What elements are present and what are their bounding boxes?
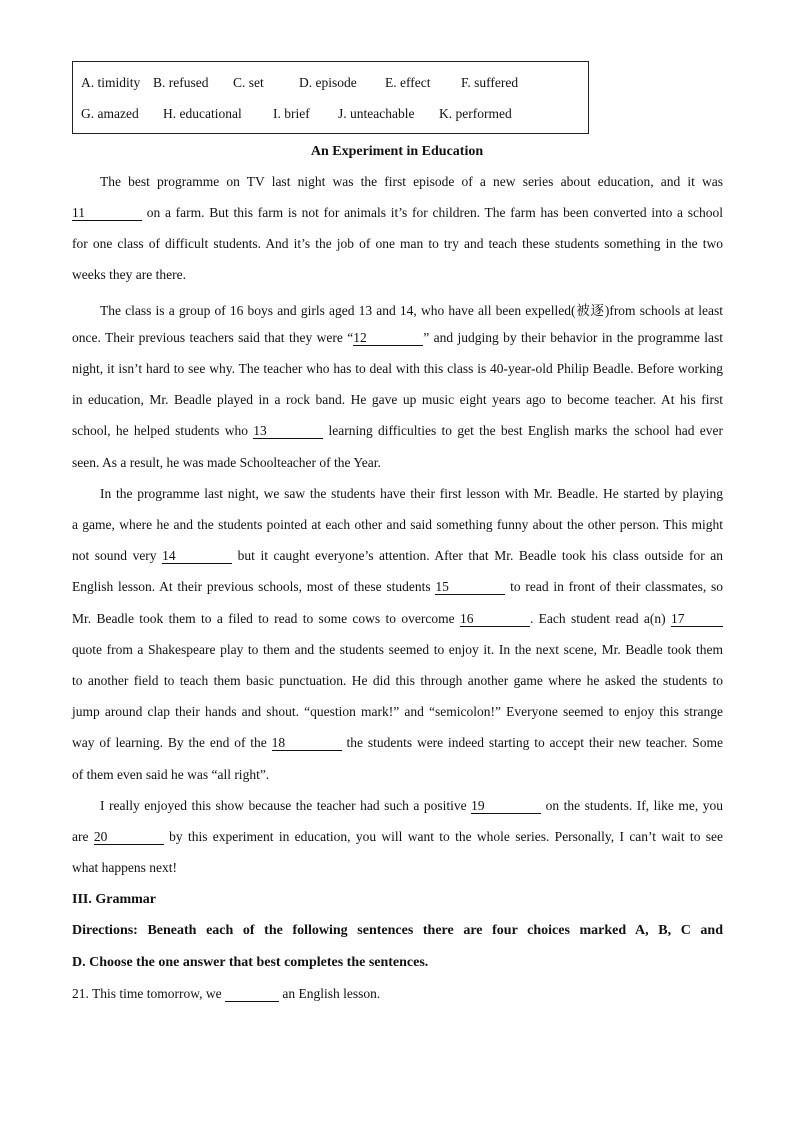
p3-line-10: of them even said he was “all right”. bbox=[72, 767, 270, 782]
p2-line-3: night, it isn’t hard to see why. The teacher who has to deal with this class is 40-year-old Philip Beadle. Before working bbox=[72, 361, 723, 376]
blank-18[interactable]: 18 bbox=[272, 736, 342, 751]
p3-line-7: to another field to teach them basic punctuation. He did this through another game where he asked the students to bbox=[72, 673, 723, 688]
p3-line-2: a game, where he and the students pointed at each other and said something funny about the other person. This might bbox=[72, 517, 723, 532]
p3-line-6: quote from a Shakespeare play to them and the students seemed to enjoy it. In the next scene, Mr. Beadle took them bbox=[72, 642, 723, 657]
p2-line-4: in education, Mr. Beadle played in a rock band. He gave up music eight years ago to become teacher. At his first bbox=[72, 392, 723, 407]
option-g: G. amazed bbox=[81, 106, 139, 121]
option-f: F. suffered bbox=[461, 75, 519, 90]
blank-11[interactable]: 11 bbox=[72, 206, 142, 221]
blank-13[interactable]: 13 bbox=[253, 424, 323, 439]
word-bank-box bbox=[72, 61, 589, 134]
p2-line-6: seen. As a result, he was made Schoolteacher of the Year. bbox=[72, 455, 381, 470]
p4-line-2: are 20 by this experiment in education, you will want to the whole series. Personally, I can’t wait to see bbox=[72, 829, 723, 844]
question-21: 21. This time tomorrow, we an English lesson. bbox=[72, 986, 381, 1001]
grammar-directions-line-1: Directions: Beneath each of the following sentences there are four choices marked A, B, C and bbox=[72, 923, 723, 938]
option-b: B. refused bbox=[153, 75, 209, 90]
option-h: H. educational bbox=[163, 106, 242, 121]
option-j: J. unteachable bbox=[338, 106, 415, 121]
option-e: E. effect bbox=[385, 75, 431, 90]
blank-15[interactable]: 15 bbox=[435, 580, 505, 595]
blank-17[interactable]: 17 bbox=[671, 612, 723, 627]
blank-14[interactable]: 14 bbox=[162, 549, 232, 564]
option-i: I. brief bbox=[273, 106, 310, 121]
p1-line-1: The best programme on TV last night was the first episode of a new series about education, and it was bbox=[100, 174, 723, 189]
p2-line-2: once. Their previous teachers said that they were “12 ” and judging by their behavior in the programme last bbox=[72, 330, 723, 345]
option-k: K. performed bbox=[439, 106, 512, 121]
p3-line-8: jump around clap their hands and shout. “question mark!” and “semicolon!” Everyone seemed to enjoy this strange bbox=[72, 704, 723, 719]
p3-line-3: not sound very 14 but it caught everyone’s attention. After that Mr. Beadle took his class outside for an bbox=[72, 548, 724, 563]
p4-line-1: I really enjoyed this show because the teacher had such a positive 19 on the students. If, like me, you bbox=[100, 798, 724, 813]
p1-line-2: 11 on a farm. But this farm is not for animals it’s for children. The farm has been converted into a school bbox=[72, 205, 724, 220]
p1-line-4: weeks they are there. bbox=[72, 267, 186, 282]
p3-line-4: English lesson. At their previous schools, most of these students 15 to read in front of their classmates, so bbox=[72, 579, 723, 594]
option-a: A. timidity bbox=[81, 75, 141, 90]
p3-line-9: way of learning. By the end of the 18 the students were indeed starting to accept their new teacher. Some bbox=[72, 735, 724, 750]
option-c: C. set bbox=[233, 75, 264, 90]
p3-line-1: In the programme last night, we saw the students have their first lesson with Mr. Beadle. He started by playing bbox=[100, 486, 723, 501]
p2-line-5: school, he helped students who 13 learning difficulties to get the best English marks the school had ever bbox=[72, 423, 724, 438]
passage-title: An Experiment in Education bbox=[310, 144, 484, 159]
grammar-heading: III. Grammar bbox=[72, 892, 156, 907]
blank-21[interactable] bbox=[225, 987, 279, 1002]
blank-20[interactable]: 20 bbox=[94, 830, 164, 845]
blank-19[interactable]: 19 bbox=[471, 799, 541, 814]
p2-line-1: The class is a group of 16 boys and girls aged 13 and 14, who have all been expelled(被逐)from schools at least bbox=[100, 303, 723, 318]
option-d: D. episode bbox=[299, 75, 357, 90]
blank-16[interactable]: 16 bbox=[460, 612, 530, 627]
p3-line-5: Mr. Beadle took them to a filed to read to some cows to overcome 16 . Each student read a(n) 17 bbox=[72, 611, 723, 627]
grammar-directions-line-2: D. Choose the one answer that best completes the sentences. bbox=[72, 955, 429, 970]
blank-12[interactable]: 12 bbox=[353, 331, 423, 346]
p4-line-3: what happens next! bbox=[72, 860, 177, 875]
p1-line-3: for one class of difficult students. And it’s the job of one man to try and teach these students something in the two bbox=[72, 236, 723, 251]
